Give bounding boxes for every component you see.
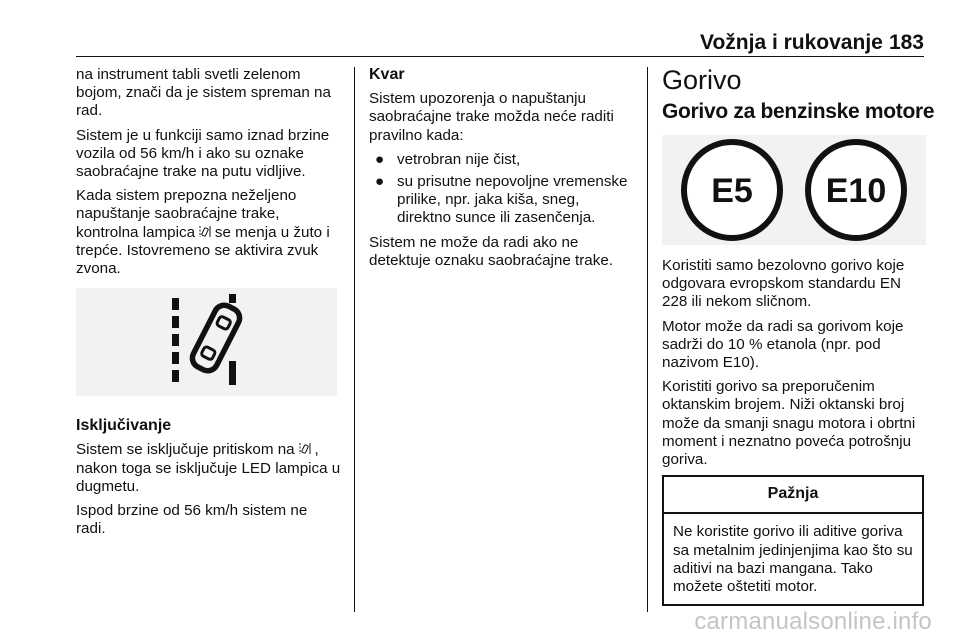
paragraph-text: Kada sistem prepozna neželjeno napuštanje saobraćajne trake, kontrolna lampica [76,187,297,241]
notice-box [662,475,924,606]
notice-body: Ne koristite gorivo ili aditive goriva sa metalnim jedinjenjima kao što su aditivi na bazi mangana. Tako možete oštetiti motor. [673,523,913,596]
column-3 [662,65,935,606]
section-title-kvar: Kvar [369,66,405,83]
bullet-list [369,151,634,228]
lane-assist-figure [76,288,337,396]
section-title-gorivo: Gorivo [662,65,742,95]
column-2 [369,66,634,276]
lane-departure-icon [199,225,215,240]
column-divider-1 [354,67,355,612]
list-item-text: su prisutne nepovoljne vremenske prilike, npr. jaka kiša, sneg, direktno sunce ili zasenčenja. [397,173,628,227]
header-rule [76,56,924,57]
notice-title: Pažnja [664,477,922,514]
paragraph: Motor može da radi sa gorivom koje sadrži do 10 % etanola (npr. pod nazivom E10). [662,317,904,372]
paragraph: Ispod brzine od 56 km/h sistem ne radi. [76,502,308,538]
column-1 [76,66,341,544]
paragraph: Sistem je u funkciji samo iznad brzine vozila od 56 km/h i ako su oznake saobraćajne trake na putu vidljive. [76,126,330,181]
paragraph: Sistem upozorenja o napuštanju saobraćajne trake možda neće raditi pravilno kada: [369,90,614,144]
section-title-iskljucivanje: Isključivanje [76,417,172,435]
page-number: 183 [888,31,924,54]
fuel-label-e10: E10 [825,172,887,210]
section-subtitle: Gorivo za benzinske motore [662,100,935,123]
paragraph [76,187,341,278]
lane-departure-icon [299,442,315,457]
paragraph-text: , nakon toga se isključuje LED lampica u dugmetu. [76,441,341,495]
watermark: carmanualsonline.info [694,608,932,635]
paragraph [76,441,341,496]
bullet-dot: ● [375,173,385,191]
column-divider-2 [647,67,648,612]
list-item [369,173,634,228]
paragraph: na instrument tabli svetli zelenom bojom, znači da je sistem spreman na rad. [76,66,331,120]
bullet-dot: ● [375,150,385,168]
fuel-label-figure [662,135,926,245]
paragraph: Sistem ne može da radi ako ne detektuje oznaku saobraćajne trake. [369,233,614,269]
paragraph: Koristiti gorivo sa preporučenim oktanskim brojem. Niži oktanski broj može da smanji snagu motora i obrtni moment i neznatno poveća potrošnju goriva. [662,378,916,469]
header-title: Vožnja i rukovanje [700,31,883,54]
fuel-label-e5: E5 [711,172,753,210]
list-item [369,151,634,169]
paragraph: Koristiti samo bezolovno gorivo koje odgovara evropskom standardu EN 228 ili nekom sličnom. [662,257,905,311]
paragraph-text: se menja u žuto i trepće. Istovremeno se aktivira zvuk zvona. [76,223,330,278]
list-item-text: vetrobran nije čist, [397,150,521,168]
paragraph-text: Sistem se isključuje pritiskom na [76,441,295,459]
